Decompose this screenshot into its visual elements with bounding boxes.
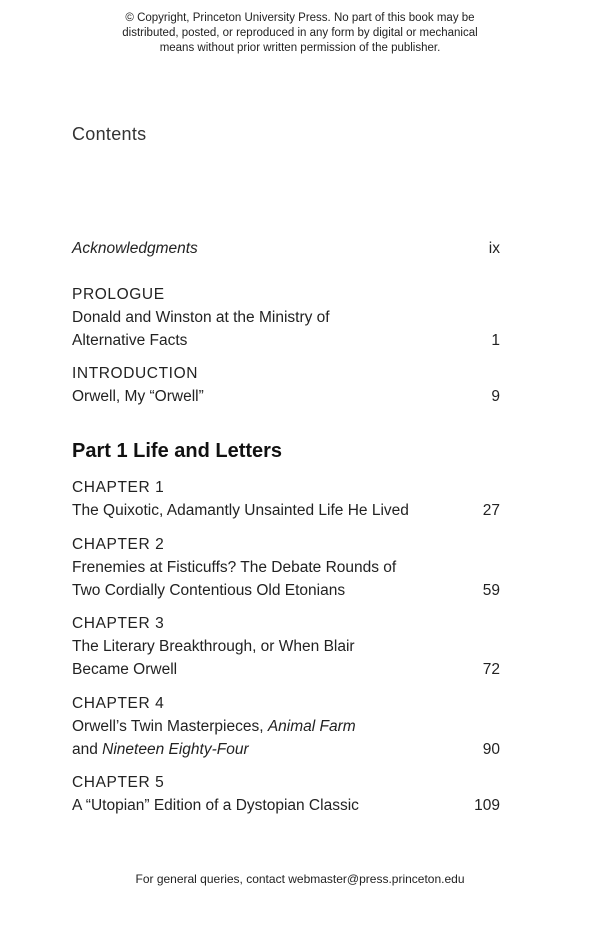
toc-page-number: 59 bbox=[482, 582, 500, 599]
toc-entry-label: CHAPTER 1 bbox=[72, 479, 165, 496]
toc-entry-title bbox=[72, 715, 470, 761]
toc-title-line: Became Orwell bbox=[72, 661, 178, 678]
toc-entry-label: PROLOGUE bbox=[72, 286, 165, 303]
toc-entry-title: Acknowledgments bbox=[72, 240, 198, 257]
copyright-notice bbox=[0, 11, 600, 56]
toc-entry-title: The Quixotic, Adamantly Unsainted Life He Lived bbox=[72, 502, 409, 519]
toc-entry-label: INTRODUCTION bbox=[72, 365, 199, 382]
toc-entry-title: A “Utopian” Edition of a Dystopian Classic bbox=[72, 797, 359, 814]
toc-entry-title bbox=[72, 635, 470, 681]
toc-entry-prologue[interactable] bbox=[72, 283, 500, 352]
toc-page-number: 27 bbox=[482, 502, 500, 519]
toc-entry-title bbox=[72, 556, 470, 602]
toc-page-number: 109 bbox=[474, 797, 500, 814]
toc-entry-acknowledgments[interactable] bbox=[72, 237, 500, 260]
toc-page-number: ix bbox=[488, 240, 500, 257]
toc-entry-title bbox=[72, 306, 470, 352]
copyright-line: distributed, posted, or reproduced in any form by digital or mechanical bbox=[122, 27, 478, 39]
toc-entry-chapter-1[interactable] bbox=[72, 476, 500, 522]
footer-contact: For general queries, contact webmaster@press.princeton.edu bbox=[135, 872, 465, 886]
toc-entry-label: CHAPTER 4 bbox=[72, 695, 165, 712]
toc-title-line: Donald and Winston at the Ministry of bbox=[72, 309, 330, 326]
toc-entry-chapter-5[interactable] bbox=[72, 771, 500, 817]
toc-page-number: 9 bbox=[491, 388, 500, 405]
toc-entry-chapter-4[interactable] bbox=[72, 692, 500, 761]
toc-title-line bbox=[72, 738, 450, 761]
toc-entry-title: Orwell, My “Orwell” bbox=[72, 388, 204, 405]
copyright-line: © Copyright, Princeton University Press. No part of this book may be bbox=[125, 12, 475, 24]
toc-entry-chapter-2[interactable] bbox=[72, 533, 500, 602]
toc-entry-label: CHAPTER 2 bbox=[72, 536, 165, 553]
toc-title-line: Two Cordially Contentious Old Etonians bbox=[72, 582, 346, 599]
toc-title-line: Frenemies at Fisticuffs? The Debate Rounds of bbox=[72, 559, 397, 576]
toc-title-line: The Literary Breakthrough, or When Blair bbox=[72, 638, 355, 655]
toc-entry-chapter-3[interactable] bbox=[72, 612, 500, 681]
toc-title-text: and bbox=[72, 741, 103, 758]
toc-entry-introduction[interactable] bbox=[72, 362, 500, 408]
book-title-animal-farm: Animal Farm bbox=[267, 718, 356, 735]
toc-entry-label: CHAPTER 3 bbox=[72, 615, 165, 632]
book-title-nineteen-eighty-four: Nineteen Eighty-Four bbox=[102, 741, 249, 758]
toc-title-line: Alternative Facts bbox=[72, 332, 188, 349]
page-title: Contents bbox=[72, 124, 147, 144]
toc-title-line bbox=[72, 715, 450, 738]
toc-page-number: 72 bbox=[482, 661, 500, 678]
copyright-line: means without prior written permission of the publisher. bbox=[159, 42, 441, 54]
toc-page-number: 90 bbox=[482, 741, 500, 758]
toc-entry-label: CHAPTER 5 bbox=[72, 774, 165, 791]
part-heading: Part 1 Life and Letters bbox=[72, 440, 283, 462]
toc-title-text: Orwell’s Twin Masterpieces, bbox=[72, 718, 268, 735]
toc-page-number: 1 bbox=[491, 332, 500, 349]
